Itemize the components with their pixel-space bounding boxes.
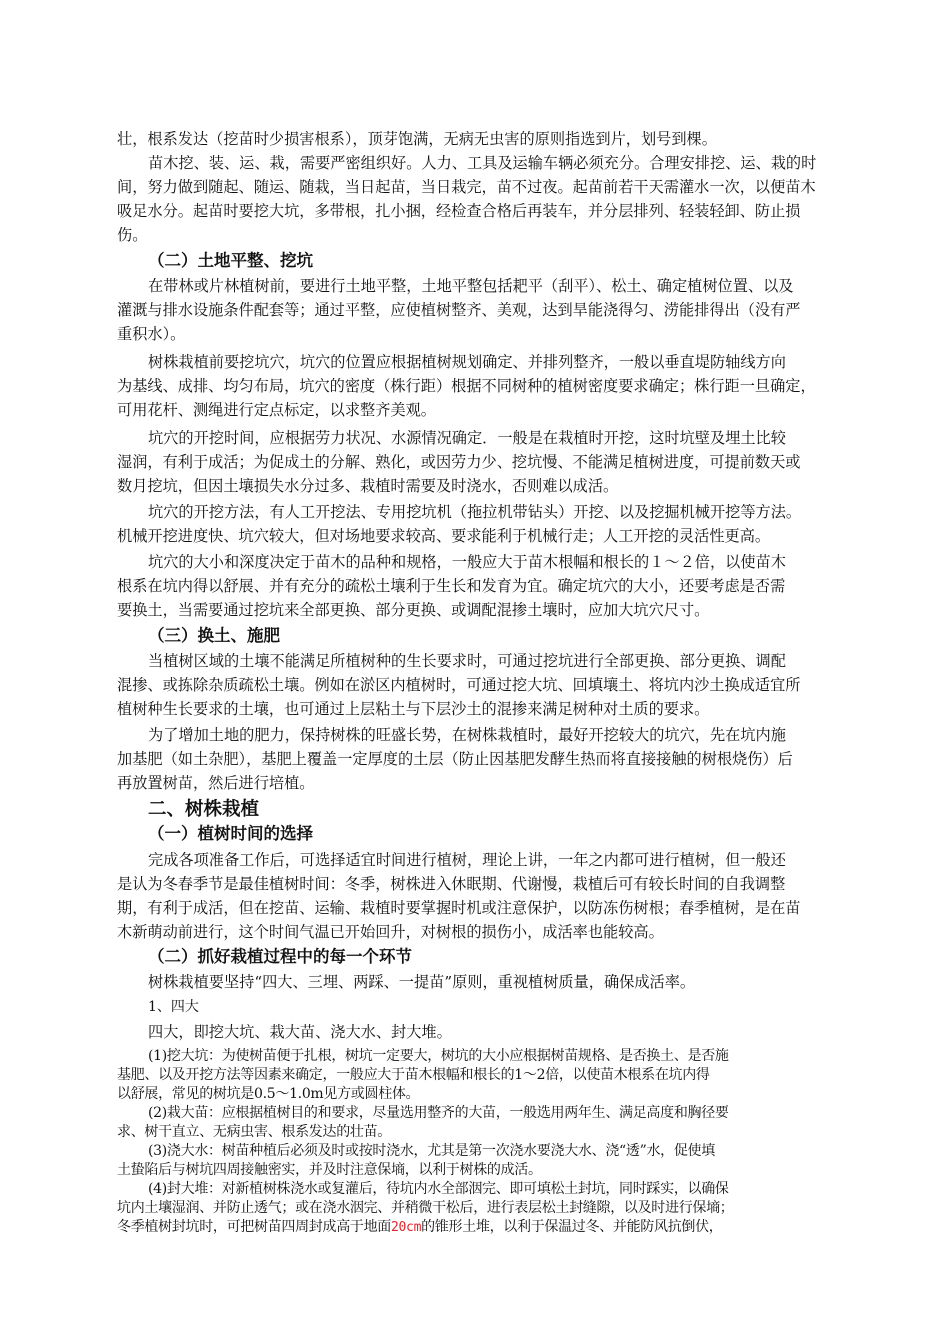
section-heading: （二）土地平整、挖坑 — [148, 251, 313, 270]
list-item-line: (4)封大堆：对新植树株浇水或复灌后，待坑内水全部洇完、即可填松土封坑，同时踩实，以确保 — [148, 1181, 729, 1197]
paragraph-line: 根系在坑内得以舒展、并有充分的疏松土壤利于生长和发育为宜。确定坑穴的大小，还要考虑是否需 — [117, 577, 786, 595]
text-run: 的锥形土堆，以利于保温过冬、并能防风抗倒伏， — [421, 1219, 723, 1235]
section-heading: （三）换土、施肥 — [148, 626, 280, 645]
list-item-line: (3)浇大水：树苗种植后必须及时或按时浇水，尤其是第一次浇水要浇大水、浇“透”水，促使填 — [148, 1143, 715, 1159]
paragraph-line: 坑穴的开挖时间，应根据劳力状况、水源情况确定．一般是在栽植时开挖，这时坑壁及埋土比较 — [148, 429, 786, 447]
paragraph-line: 要换土，当需要通过挖坑来全部更换、部分更换、或调配混掺土壤时，应加大坑穴尺寸。 — [117, 601, 710, 619]
paragraph-line: 数月挖坑，但因土壤损失水分过多、栽植时需要及时浇水，否则难以成活。 — [117, 477, 619, 495]
paragraph-line: 苗木挖、装、运、栽，需要严密组织好。人力、工具及运输车辆必须充分。合理安排挖、运、栽的时 — [148, 154, 817, 172]
paragraph-line: 期，有利于成活，但在挖苗、运输、栽植时要掌握时机或注意保护，以防冻伤树根；春季植树，是在苗 — [117, 899, 801, 917]
list-item-line: 坑内土壤湿润、并防止透气；或在浇水洇完、并稍微干松后，进行表层松土封缝隙，以及时进行保墒； — [117, 1200, 734, 1216]
list-item-line: (1)挖大坑：为使树苗便于扎根，树坑一定要大，树坑的大小应根据树苗规格、是否换土、是否施 — [148, 1048, 729, 1064]
paragraph-line: 木新萌动前进行，这个时间气温已开始回升，对树根的损伤小，成活率也能较高。 — [117, 923, 664, 941]
paragraph-line: 当植树区域的土壤不能满足所植树种的生长要求时，可通过挖坑进行全部更换、部分更换、调配 — [148, 652, 786, 670]
list-item-line: 求、树干直立、无病虫害、根系发达的壮苗。 — [117, 1124, 391, 1140]
paragraph-line: 植树种生长要求的土壤，也可通过上层粘土与下层沙土的混掺来满足树种对土质的要求。 — [117, 700, 710, 718]
list-item-line — [117, 1217, 847, 1239]
list-item-line: (2)栽大苗：应根据植树目的和要求，尽量选用整齐的大苗，一般选用两年生、满足高度和胸径要 — [148, 1105, 729, 1121]
paragraph-line: 是认为冬春季节是最佳植树时间：冬季，树株进入休眠期、代谢慢，栽植后可有较长时间的自我调整 — [117, 875, 786, 893]
paragraph-line: 为基线、成排、均匀布局，坑穴的密度（株行距）根据不同树种的植树密度要求确定；株行距一旦确定， — [117, 377, 816, 395]
list-item-line: 土蛰陷后与树坑四周接触密实，并及时注意保墒，以利于树株的成活。 — [117, 1162, 542, 1178]
text-run: 冬季植树封坑时，可把树苗四周封成高于地面 — [117, 1219, 391, 1235]
paragraph-line: 坑穴的大小和深度决定于苗木的品种和规格，一般应大于苗木根幅和根长的１～２倍，以使苗木 — [148, 553, 786, 571]
paragraph-line: 树株栽植前要挖坑穴，坑穴的位置应根据植树规划确定、并排列整齐，一般以垂直堤防轴线方向 — [148, 353, 786, 371]
paragraph-line: 在带林或片林植树前，要进行土地平整，土地平整包括耙平（刮平）、松土、确定植树位置、以及 — [148, 277, 794, 295]
paragraph-line: 重积水）。 — [117, 325, 186, 343]
section-heading: （二）抓好栽植过程中的每一个环节 — [148, 947, 412, 966]
paragraph-line: 完成各项准备工作后，可选择适宜时间进行植树，理论上讲，一年之内都可进行植树，但一般还 — [148, 851, 786, 869]
paragraph-line: 可用花杆、测绳进行定点标定，以求整齐美观。 — [117, 401, 436, 419]
paragraph-line: 四大，即挖大坑、栽大苗、浇大水、封大堆。 — [148, 1023, 452, 1041]
list-item-line: 基肥、以及开挖方法等因素来确定，一般应大于苗木根幅和根长的1～2倍，以使苗木根系在坑内得 — [117, 1067, 710, 1083]
highlighted-measurement: 20cm — [391, 1220, 422, 1235]
paragraph-line: 壮，根系发达（挖苗时少损害根系），顶芽饱满，无病无虫害的原则指选到片，划号到棵。 — [117, 130, 717, 148]
paragraph-line: 加基肥（如土杂肥），基肥上覆盖一定厚度的土层（防止因基肥发酵生热而将直接接触的树根烧伤）后 — [117, 750, 793, 768]
paragraph-line: 机械开挖进度快、坑穴较大，但对场地要求较高、要求能利于机械行走；人工开挖的灵活性更高。 — [117, 527, 771, 545]
paragraph-line: 树株栽植要坚持“四大、三埋、两踩、一提苗”原则，重视植树质量，确保成活率。 — [148, 973, 696, 991]
list-item-line: 以舒展，常见的树坑是0.5～1.0m见方或圆柱体。 — [117, 1086, 420, 1102]
paragraph-line: 灌溉与排水设施条件配套等；通过平整，应使植树整齐、美观，达到旱能浇得匀、涝能排得出（没有严 — [117, 301, 801, 319]
paragraph-line: 混掺、或拣除杂质疏松土壤。例如在淤区内植树时，可通过挖大坑、回填壤土、将坑内沙土换成适宜所 — [117, 676, 801, 694]
chapter-heading: 二、树株栽植 — [148, 799, 260, 820]
paragraph-line: 再放置树苗，然后进行培植。 — [117, 774, 315, 792]
paragraph-line: 间，努力做到随起、随运、随栽，当日起苗，当日栽完，苗不过夜。起苗前若干天需灌水一次，以便苗木 — [117, 178, 816, 196]
paragraph-line: 湿润，有利于成活；为促成土的分解、熟化，或因劳力少、挖坑慢、不能满足植树进度，可提前数天或 — [117, 453, 801, 471]
section-heading: （一）植树时间的选择 — [148, 824, 313, 843]
paragraph-line: 伤。 — [117, 226, 148, 244]
list-heading: 1、四大 — [148, 999, 199, 1015]
paragraph-line: 吸足水分。起苗时要挖大坑，多带根，扎小捆，经检查合格后再装车，并分层排列、轻装轻卸、防止损 — [117, 202, 801, 220]
paragraph-line: 坑穴的开挖方法，有人工开挖法、专用挖坑机（拖拉机带钻头）开挖、以及挖掘机械开挖等方法。 — [148, 503, 802, 521]
paragraph-line: 为了增加土地的肥力，保持树株的旺盛长势，在树株栽植时，最好开挖较大的坑穴，先在坑内施 — [148, 726, 786, 744]
